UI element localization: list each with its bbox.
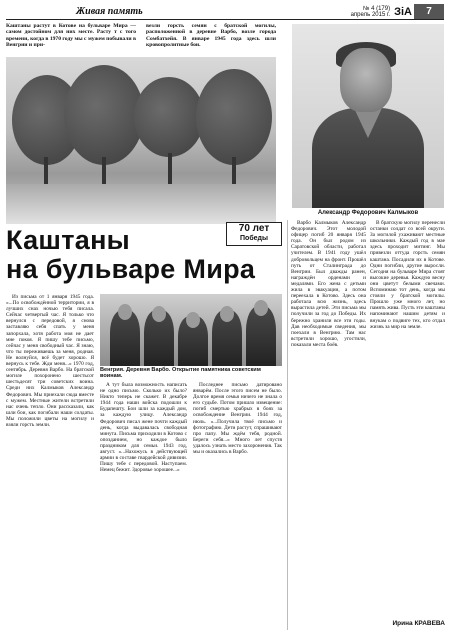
group-photo-caption: Венгрия. Деревня Варбо. Открытие памятника советским воинам. bbox=[100, 367, 261, 380]
page-number: 7 bbox=[414, 4, 444, 19]
issue-number: № 4 (179) bbox=[362, 5, 391, 12]
column-text: Из письма от 1 января 1945 года. «...По освобождённой территории, я в лучших снах ночью тебя писала. Сейчас четвертый час. Я только что вернулся с передовой, я снова заставляю себя спать у меня запорхала, хотя работа моя не дает мне покоя. Я пишу тебе письмо, сейчас у меня свободный час. Я знаю, что ты переживаешь за меня, родная. Не волнуйся, всё будет хорошо. Я вернусь к тебе. Жди меня...» 1970 год, сентябрь. Деревня Варбо. На братской могиле похоронено шестьсот шестьдесят три советских воина. Среди них Калмыков Александр Федорович. Мы приехали сюда вместе с мужем. Местные жители встретили нас очень тепло. Они рассказали, как шли бои, как погибали наши солдаты. Мы положили цветы на могилу и взяли горсть земли. bbox=[6, 294, 94, 428]
article-author: Ирина КРАВЕВА bbox=[392, 620, 445, 627]
article-column-4 bbox=[291, 220, 366, 632]
anniversary-badge bbox=[226, 222, 282, 246]
chestnut-alley-photo bbox=[6, 57, 276, 224]
page-header bbox=[6, 4, 444, 20]
portrait-caption: Александр Федорович Калмыков bbox=[317, 210, 419, 216]
badge-number: 70 лет bbox=[238, 223, 270, 234]
lead-caption-right: везли горсть семян с братской могилы, расположенной в деревне Варбо, возле города Сомбатхейя. В январе 1945 года здесь шли кровопролитные бои. bbox=[146, 23, 276, 48]
soldier-portrait-photo bbox=[292, 24, 444, 208]
lead-caption-left: Каштаны растут в Котове на бульваре Мира — самом достойном для них месте. Расту т с того времени, когда в 1970 году мы с мужем побывали в Венгрии и при- bbox=[6, 23, 136, 48]
headline-line-1: Каштаны bbox=[6, 225, 131, 255]
article-column-2 bbox=[100, 382, 187, 632]
article-column-5 bbox=[370, 220, 445, 618]
article-column-1 bbox=[6, 294, 94, 632]
issue-date: апрель 2015 г. bbox=[350, 11, 391, 18]
column-text: Варбо Калмыков Алекcандр Федорович. Этот молодой офицер погиб 20 января 1945 года. Он был родом из Саратовской области, работал учителем. В 1941 году ушёл добровольцем на фронт. Прошёл путь от Сталинграда до Венгрии. Был дважды ранен, награждён орденами и медалями. Его жена с детьми жила в эвакуации, а потом переехала в Котово. Здесь она работала всю жизнь, здесь вырастила детей. Эти письма мы получили за год до Победы. Их бережно хранили все эти годы. Дав необходимые сведения, мы поехали в Венгрию. Там нас встретили хорошо, угостили, показали места боёв. bbox=[291, 220, 366, 348]
column-divider bbox=[287, 220, 288, 630]
section-title: Живая память bbox=[76, 6, 143, 17]
newspaper-logo: ЗіА bbox=[394, 5, 412, 18]
column-text: В братскую могилу перенесли останки солдат со всей округи. За могилой ухаживают местные школьники. Каждый год в мае здесь проходит митинг. Мы привезли оттуда горсть семян каштана. Посадили их в Котове. Одни погибли, другие выросли. Сегодня на бульваре Мира стоят высокие деревья. Каждую весну они цветут белыми свечами. Вспоминаю тот день, когда мы стояли у братской могилы. Прошло уже много лет, но память жива. Пусть эти каштаны напоминают нашим детям и внукам о подвиге тех, кто отдал жизнь за мир на земле. bbox=[370, 220, 445, 330]
headline-line-2: на бульваре Мира bbox=[6, 254, 256, 284]
column-text: Последнее письмо датировано январём. После этого писем не было. Долгое время семья ничего не знала о его судьбе. Потом пришло извещение: погиб смертью храбрых в боях за освобождение Венгрии. 1944 год, июль. «...Получила твоё письмо и фотографию. Дети растут, спрашивают про папу. Мы ждём тебя, родной. Береги себя...» Много лет спустя удалось узнать место захоронения. Так мы и оказались в Варбо. bbox=[193, 382, 282, 456]
article-column-3 bbox=[193, 382, 282, 632]
issue-info bbox=[351, 6, 391, 18]
column-text: А тут была возможность написать не одно письмо. Сколько их было? Никто теперь не скажет. В декабре 1944 года наши войска подошли к Будапешту. Бои шли за каждый дом, за каждую улицу. Александр Федорович писал жене почти каждый день, когда выдавалась свободная минута. Письма приходили в Котово с опозданием, но каждое было праздником для семьи. 1943 год, август. «...Нахожусь в действующей армии в составе гвардейской дивизии. Пишу тебе с передовой. Наступаем. Немец бежит. Здоровье хорошее...» bbox=[100, 382, 187, 474]
badge-text: Победы bbox=[240, 235, 268, 242]
memorial-opening-photo bbox=[100, 294, 282, 366]
